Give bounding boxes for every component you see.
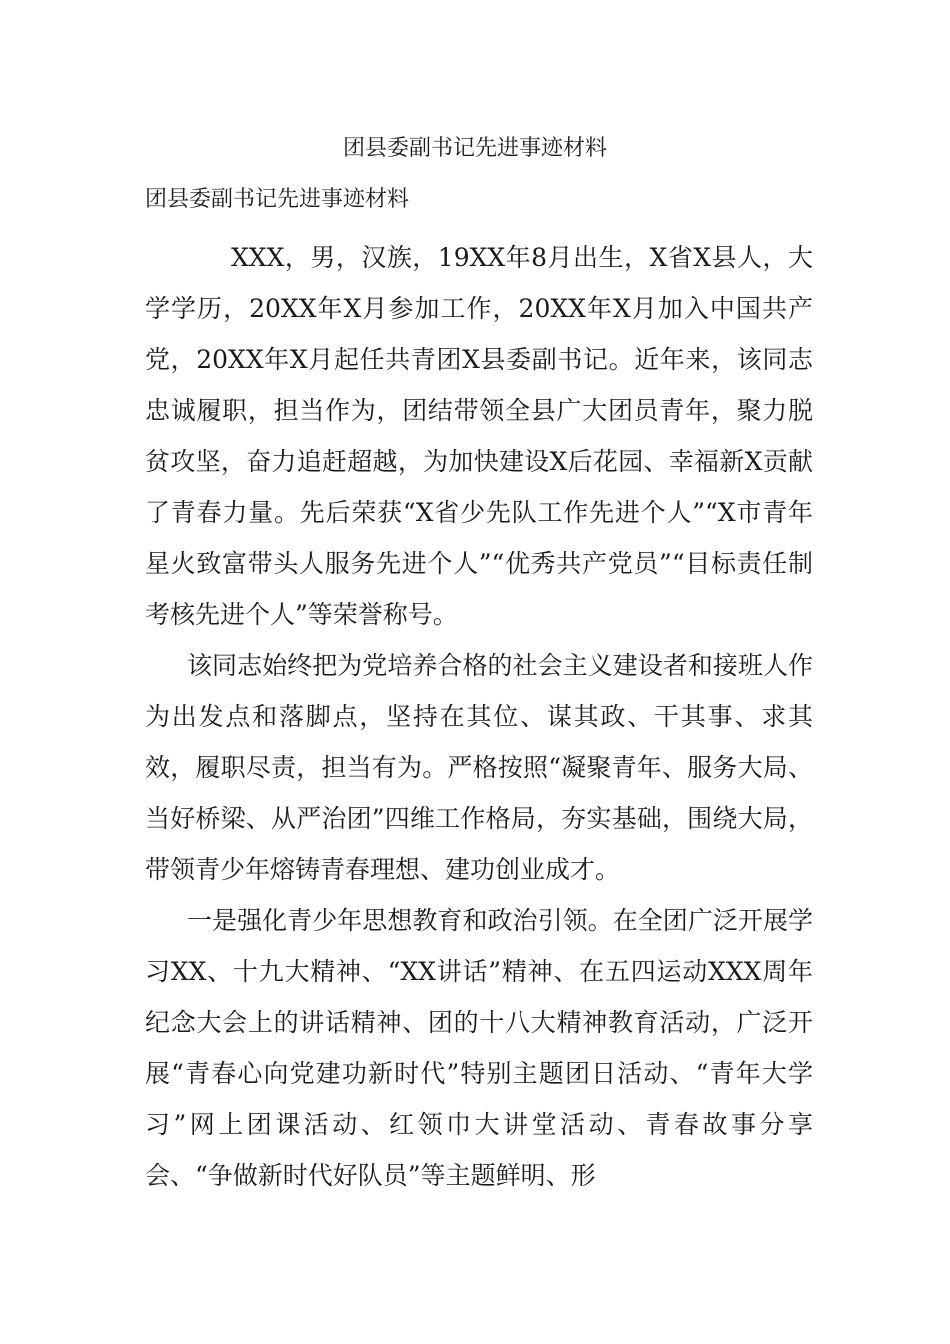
document-body xyxy=(145,232,813,1201)
paragraph-point-one: 一是强化青少年思想教育和政治引领。在全团广泛开展学习XX、十九大精神、“XX讲话”精神、在五四运动XXX周年纪念大会上的讲话精神、团的十八大精神教育活动，广泛开展“青春心向党建功新时代”特别主题团日活动、“青年大学习”网上团课活动、红领巾大讲堂活动、青春故事分享会、“争做新时代好队员”等主题鲜明、形 xyxy=(145,906,813,1190)
document-title: 团县委副书记先进事迹材料 xyxy=(342,136,607,161)
paragraph-intro: XXX，男，汉族，19XX年8月出生，X省X县人，大学学历，20XX年X月参加工作，20XX年X月加入中国共产党，20XX年X月起任共青团X县委副书记。近年来，该同志忠诚履职，担当作为，团结带领全县广大团员青年，聚力脱贫攻坚，奋力追赶超越，为加快建设X后花园、幸福新X贡献了青春力量。先后荣获“X省少先队工作先进个人”“X市青年星火致富带头人服务先进个人”“优秀共产党员”“目标责任制考核先进个人”等荣誉称号。 xyxy=(145,243,813,629)
paragraph-overview: 该同志始终把为党培养合格的社会主义建设者和接班人作为出发点和落脚点，坚持在其位、谋其政、干其事、求其效，履职尽责，担当有为。严格按照“凝聚青年、服务大局、当好桥梁、从严治团”四维工作格局，夯实基础，围绕大局，带领青少年熔铸青春理想、建功创业成才。 xyxy=(145,651,813,884)
document-subtitle: 团县委副书记先进事迹材料 xyxy=(145,187,410,212)
